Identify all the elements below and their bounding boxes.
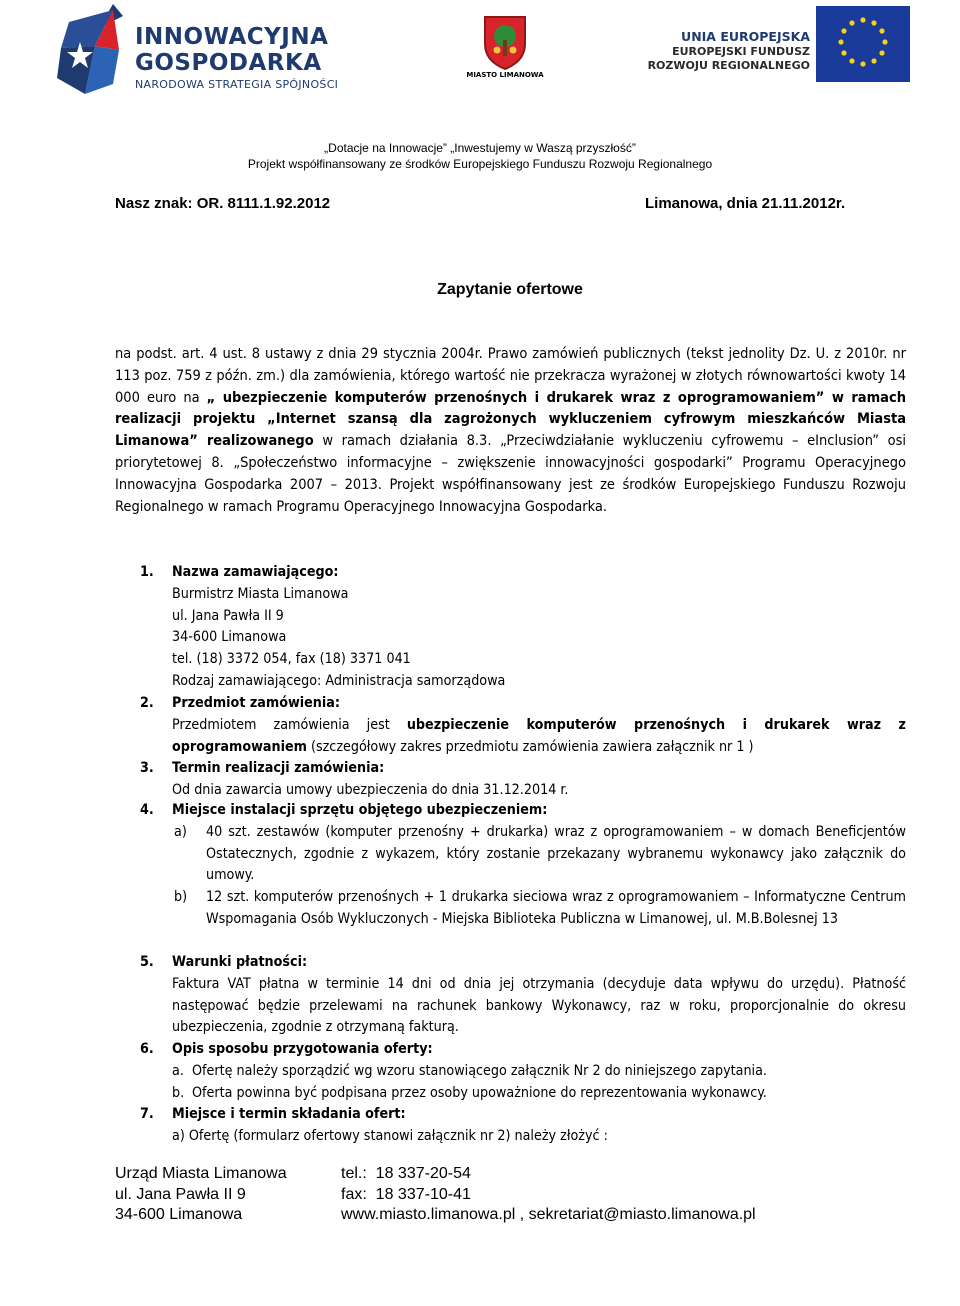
list-marker: a): [174, 823, 187, 840]
footer-line: Urząd Miasta Limanowa: [115, 1165, 287, 1182]
section-text: Od dnia zawarcia umowy ubezpieczenia do dnia 31.12.2014 r.: [172, 781, 569, 798]
footer-contact: [341, 1164, 756, 1226]
section-heading: Przedmiot zamówienia:: [172, 695, 340, 711]
subject-bold: ubezpieczenie komputerów przenośnych i drukarek wraz z oprogramowaniem: [172, 716, 906, 755]
section-number: 2.: [140, 695, 154, 711]
section-number: 7.: [140, 1106, 154, 1122]
document-title: Zapytanie ofertowe: [437, 281, 583, 298]
list-text: 12 szt. komputerów przenośnych + 1 drukarka sieciowa wraz z oprogramowaniem – Informatyczne Centrum Wspomagania Osób Wykluczonych - Miejska Biblioteka Publiczna w Limanowej, ul. M.B.Bolesnej 13: [206, 889, 906, 927]
eu-flag-icon: [816, 6, 910, 82]
slogan-line2: Projekt współfinansowany ze środków Europejskiego Funduszu Rozwoju Regionalnego: [247, 157, 713, 171]
address-line: Burmistrz Miasta Limanowa: [172, 585, 349, 602]
section-4: [140, 800, 906, 931]
section-7: [140, 1104, 906, 1148]
address-line: Rodzaj zamawiającego: Administracja samorządowa: [172, 672, 506, 689]
list-item: [172, 1083, 906, 1105]
list-text: Oferta powinna być podpisana przez osoby upoważnione do reprezentowania wykonawcy.: [192, 1084, 767, 1101]
section-heading: Miejsce instalacji sprzętu objętego ubezpieczeniem:: [172, 802, 548, 818]
crest-icon: [482, 14, 528, 70]
footer-web-email: www.miasto.limanowa.pl , sekretariat@miasto.limanowa.pl: [341, 1206, 756, 1223]
intro-bold: „ ubezpieczenie komputerów przenośnych i drukarek wraz z oprogramowaniem” w ramach realizacji projektu „Internet szansą dla zagrożonych wykluczeniem cyfrowym mieszkańców Miasta Limanowa” realizowanego: [115, 389, 906, 450]
ig-subtitle: NARODOWA STRATEGIA SPÓJNOŚCI: [135, 78, 339, 91]
reference-number: Nasz znak: OR. 8111.1.92.2012: [115, 195, 331, 212]
footer-fax: fax: 18 337-10-41: [341, 1185, 471, 1203]
star-flag-icon: [55, 2, 135, 102]
section-heading: Nazwa zamawiającego:: [172, 564, 339, 580]
section-heading: Warunki płatności:: [172, 954, 308, 970]
slogan-line1: „Dotacje na Innowacje” „Inwestujemy w Waszą przyszłość”: [324, 141, 636, 155]
limanowa-crest-logo: [455, 14, 555, 84]
ig-title: [135, 24, 328, 76]
header-logos: [0, 0, 960, 120]
footer-phone: tel.: 18 337-20-54: [341, 1165, 471, 1182]
eu-sub1: EUROPEJSKI FUNDUSZ: [672, 45, 810, 58]
section-5: [140, 952, 906, 1039]
innowacyjna-gospodarka-logo: [55, 2, 345, 102]
list-item: [172, 887, 906, 931]
address-line: ul. Jana Pawła II 9: [172, 607, 284, 624]
footer-line: ul. Jana Pawła II 9: [115, 1185, 246, 1203]
section-6: [140, 1039, 906, 1104]
subject-text-2: (szczegółowy zakres przedmiotu zamówienia zawiera załącznik nr 1 ): [306, 738, 754, 755]
eu-logo: [640, 6, 910, 82]
list-marker: b.: [172, 1084, 185, 1101]
list-item: [172, 1061, 906, 1083]
section-number: 4.: [140, 802, 154, 818]
intro-text-1: na podst. art. 4 ust. 8 ustawy z dnia 29 stycznia 2004r. Prawo zamówień publicznych (tekst jednolity Dz. U. z 2010r. nr 113 poz. 759 z późn. zm.) dla zamówienia, którego wartość nie przekracza wyrażonej w złotych równowartości kwoty 14 000 euro na: [115, 346, 906, 406]
section-heading: Miejsce i termin składania ofert:: [172, 1106, 406, 1122]
section-text: [172, 715, 906, 759]
list-item: [172, 822, 906, 887]
list-text: Ofertę należy sporządzić wg wzoru stanowiącego załącznik Nr 2 do niniejszego zapytania.: [192, 1062, 767, 1079]
section-2: [140, 693, 906, 758]
section-3: [140, 758, 906, 802]
subject-text: Przedmiotem zamówienia jest: [172, 716, 407, 733]
section-text: a) Ofertę (formularz ofertowy stanowi załącznik nr 2) należy złożyć :: [172, 1127, 608, 1144]
address-line: tel. (18) 3372 054, fax (18) 3371 041: [172, 651, 411, 668]
eu-sub2: ROZWOJU REGIONALNEGO: [647, 59, 810, 72]
document-date: Limanowa, dnia 21.11.2012r.: [645, 195, 846, 212]
ig-line2: GOSPODARKA: [135, 50, 322, 76]
section-heading: Opis sposobu przygotowania oferty:: [172, 1041, 433, 1057]
list-text: 40 szt. zestawów (komputer przenośny + drukarka) wraz z oprogramowaniem – w domach Beneficjentów Ostatecznych, zgodnie z wykazem, który zostanie przekazany wybranemu wykonawcy jako załącznik do umowy.: [206, 823, 906, 884]
address-line: 34-600 Limanowa: [172, 629, 287, 646]
section-text: Faktura VAT płatna w terminie 14 dni od dnia jej otrzymania (decyduje data wpływu do urzędu). Płatność następować będzie przelewami na rachunek bankowy Wykonawcy, raz w roku, proporcjonalnie do okresu ubezpieczenia, zgodnie z otrzymaną fakturą.: [172, 975, 906, 1036]
intro-text-2: w ramach działania 8.3. „Przeciwdziałanie wykluczeniu cyfrowemu – eInclusion” osi priorytetowej 8. „Społeczeństwo informacyjne – zwiększenie innowacyjności gospodarki” Programu Operacyjnego Innowacyjna Gospodarka 2007 – 2013. Projekt współfinansowany jest ze środków Europejskiego Funduszu Rozwoju Regionalnego w ramach Programu Operacyjnego Innowacyjna Gospodarka.: [115, 433, 906, 515]
section-number: 3.: [140, 760, 154, 776]
crest-label: MIASTO LIMANOWA: [466, 71, 544, 79]
section-heading: Termin realizacji zamówienia:: [172, 760, 385, 776]
footer-address: [115, 1164, 287, 1226]
footer-line: 34-600 Limanowa: [115, 1206, 243, 1223]
intro-paragraph: [115, 344, 906, 518]
eu-text: [645, 29, 810, 73]
ig-line1: INNOWACYJNA: [135, 24, 329, 50]
section-1: [140, 562, 906, 693]
section-number: 6.: [140, 1041, 154, 1057]
list-marker: a.: [172, 1062, 184, 1079]
eu-title: UNIA EUROPEJSKA: [681, 29, 810, 44]
list-marker: b): [174, 889, 188, 906]
section-number: 1.: [140, 564, 154, 580]
section-number: 5.: [140, 954, 154, 970]
